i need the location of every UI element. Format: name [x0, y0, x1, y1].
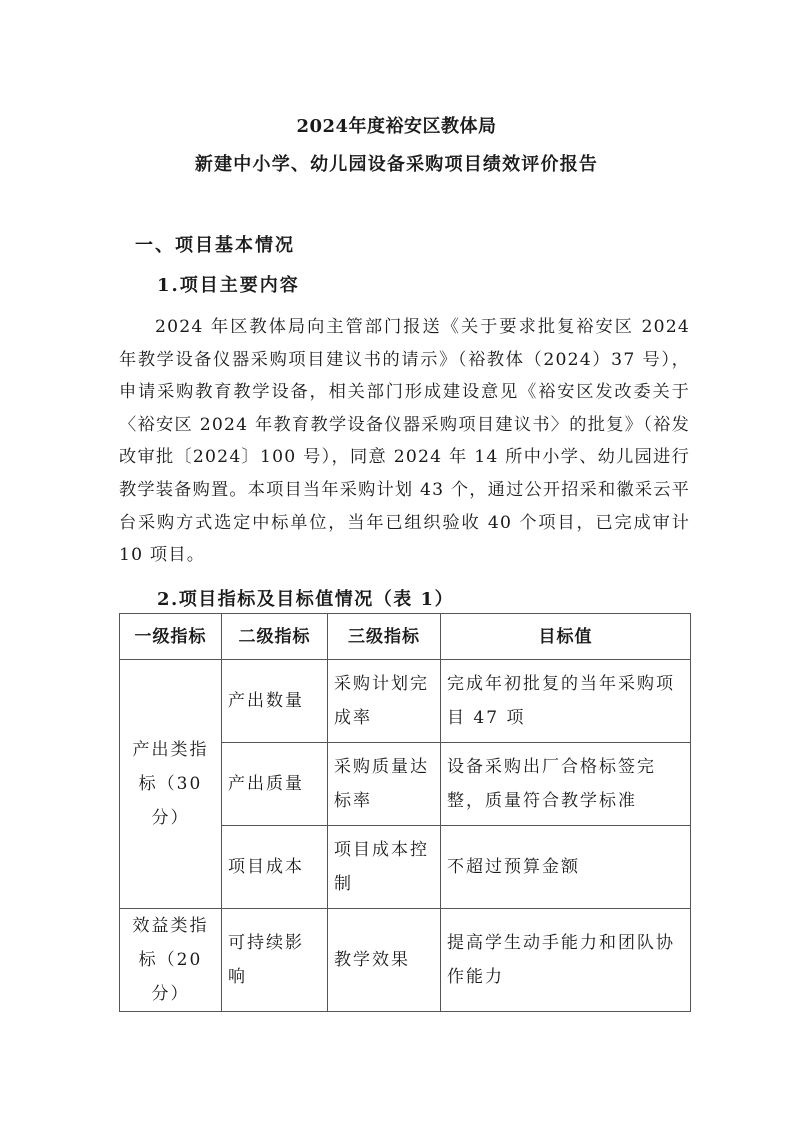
main-content-paragraph: 2024 年区教体局向主管部门报送《关于要求批复裕安区 2024 年教学设备仪器采购项目建议书的请示》（裕教体（2024）37 号），申请采购教育教学设备，相关部门形成建设意见《裕安区发改委关于〈裕安区 2024 年教育教学设备仪器采购项目建议书〉的批复》（裕发改审批〔2024〕100 号），同意 2024 年 14 所中小学、幼儿园进行教学装备购置。本项目当年采购计划 43 个，通过公开招采和徽采云平台采购方式选定中标单位，当年已组织验收 40 个项目，已完成审计 10 项目。: [119, 317, 690, 566]
cell-level1: 效益类指标（20 分）: [120, 909, 222, 1012]
cell-level3: 采购计划完成率: [328, 660, 441, 743]
report-title-line2: 新建中小学、幼儿园设备采购项目绩效评价报告: [194, 154, 599, 175]
header-level2: 二级指标: [222, 614, 328, 660]
indicator-table: [119, 613, 691, 1012]
cell-target: 完成年初批复的当年采购项目 47 项: [441, 660, 691, 743]
cell-level1: 产出类指标（30 分）: [120, 660, 222, 909]
subsection-heading-indicators: 2.项目指标及目标值情况（表 1）: [157, 589, 455, 610]
table-row: [120, 660, 691, 743]
cell-target: 设备采购出厂合格标签完整，质量符合教学标准: [441, 743, 691, 826]
cell-level2: 可持续影响: [222, 909, 328, 1012]
section-heading-basic-info: 一、项目基本情况: [135, 235, 295, 256]
cell-level3: 采购质量达标率: [328, 743, 441, 826]
report-title-line1: 2024年度裕安区教体局: [296, 116, 497, 137]
table-header-row: [120, 614, 691, 660]
cell-level2: 产出质量: [222, 743, 328, 826]
header-level1: 一级指标: [120, 614, 222, 660]
cell-level2: 项目成本: [222, 826, 328, 909]
cell-level3: 教学效果: [328, 909, 441, 1012]
subsection-heading-main-content: 1.项目主要内容: [157, 275, 300, 296]
header-level3: 三级指标: [328, 614, 441, 660]
cell-level3: 项目成本控制: [328, 826, 441, 909]
header-target: 目标值: [441, 614, 691, 660]
cell-level2: 产出数量: [222, 660, 328, 743]
table-row: [120, 909, 691, 1012]
cell-target: 提高学生动手能力和团队协作能力: [441, 909, 691, 1012]
cell-target: 不超过预算金额: [441, 826, 691, 909]
